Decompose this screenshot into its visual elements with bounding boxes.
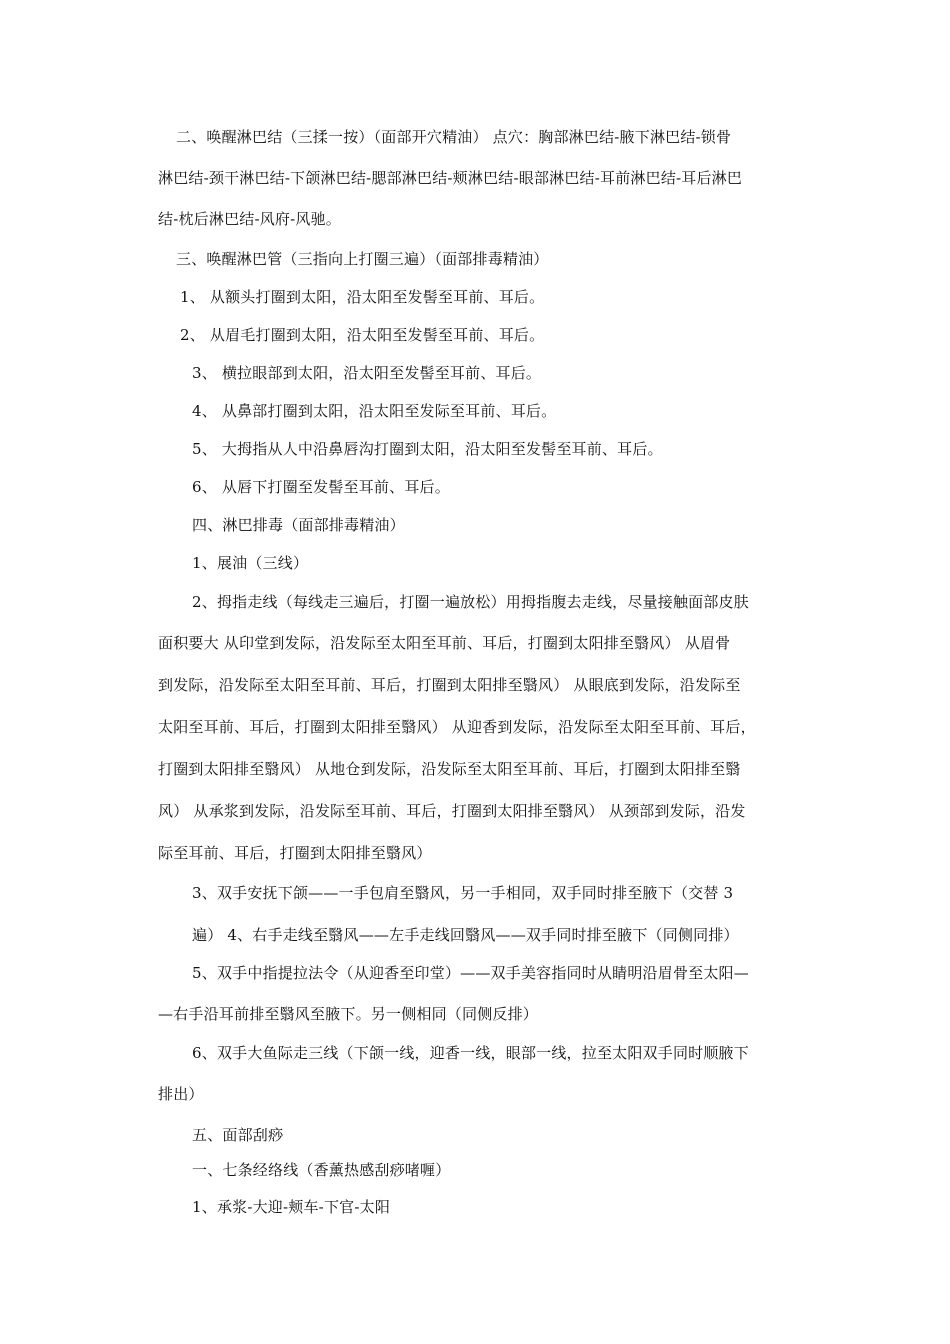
paragraph-line: 排出） [158,1085,204,1103]
list-item: 5、 大拇指从人中沿鼻唇沟打圈到太阳，沿太阳至发髻至耳前、耳后。 [192,440,663,458]
paragraph-line: 太阳至耳前、耳后，打圈到太阳排至翳风） 从迎香到发际，沿发际至太阳至耳前、耳后， [158,718,756,736]
section-heading: 四、淋巴排毒（面部排毒精油） [192,516,405,534]
paragraph-line: —右手沿耳前排至翳风至腋下。另一侧相同（同侧反排） [158,1005,539,1023]
paragraph-line: 打圈到太阳排至翳风） 从地仓到发际，沿发际至太阳至耳前、耳后，打圈到太阳排至翳 [158,760,741,778]
list-item: 2、 从眉毛打圈到太阳，沿太阳至发髻至耳前、耳后。 [180,326,545,344]
paragraph-line: 3、双手安抚下颌——一手包肩至翳风，另一手相同，双手同时排至腋下（交替 3 [192,884,734,902]
paragraph-line: 5、双手中指提拉法令（从迎香至印堂）——双手美容指同时从睛明沿眉骨至太阳— [192,964,749,982]
paragraph-line: 面积要大 从印堂到发际，沿发际至太阳至耳前、耳后，打圈到太阳排至翳风） 从眉骨 [158,634,731,652]
text-line: 结-枕后淋巴结-风府-风驰。 [158,210,342,228]
text-line: 淋巴结-颈干淋巴结-下颌淋巴结-腮部淋巴结-颊淋巴结-眼部淋巴结-耳前淋巴结-耳后淋巴 [158,169,743,187]
list-item: 1、承浆-大迎-颊车-下官-太阳 [192,1198,391,1216]
section-heading: 五、面部刮痧 [192,1126,284,1144]
list-item: 4、 从鼻部打圈到太阳，沿太阳至发际至耳前、耳后。 [192,402,557,420]
paragraph-line: 风） 从承浆到发际，沿发际至耳前、耳后，打圈到太阳排至翳风） 从颈部到发际，沿发 [158,802,746,820]
section-heading: 三、唤醒淋巴管（三指向上打圈三遍）（面部排毒精油） [176,250,549,268]
paragraph-line: 际至耳前、耳后，打圈到太阳排至翳风） [158,844,432,862]
paragraph-line: 2、拇指走线（每线走三遍后，打圈一遍放松）用拇指腹去走线，尽量接触面部皮肤 [192,593,749,611]
paragraph-line: 6、双手大鱼际走三线（下颌一线，迎香一线，眼部一线，拉至太阳双手同时顺腋下 [192,1044,749,1062]
paragraph-line: 到发际，沿发际至太阳至耳前、耳后，打圈到太阳排至翳风） 从眼底到发际，沿发际至 [158,676,741,694]
list-item: 3、 横拉眼部到太阳，沿太阳至发髻至耳前、耳后。 [192,364,542,382]
list-item: 1、 从额头打圈到太阳，沿太阳至发髻至耳前、耳后。 [180,288,545,306]
text-line: 二、唤醒淋巴结（三揉一按）（面部开穴精油） 点穴：胸部淋巴结-腋下淋巴结-锁骨 [176,128,732,146]
section-heading: 一、七条经络线（香薰热感刮痧啫喱） [192,1161,451,1179]
list-item: 6、 从唇下打圈至发髻至耳前、耳后。 [192,478,450,496]
paragraph-line: 遍） 4、右手走线至翳风——左手走线回翳风——双手同时排至腋下（同侧同排） [192,926,739,944]
list-item: 1、展油（三线） [192,554,309,572]
